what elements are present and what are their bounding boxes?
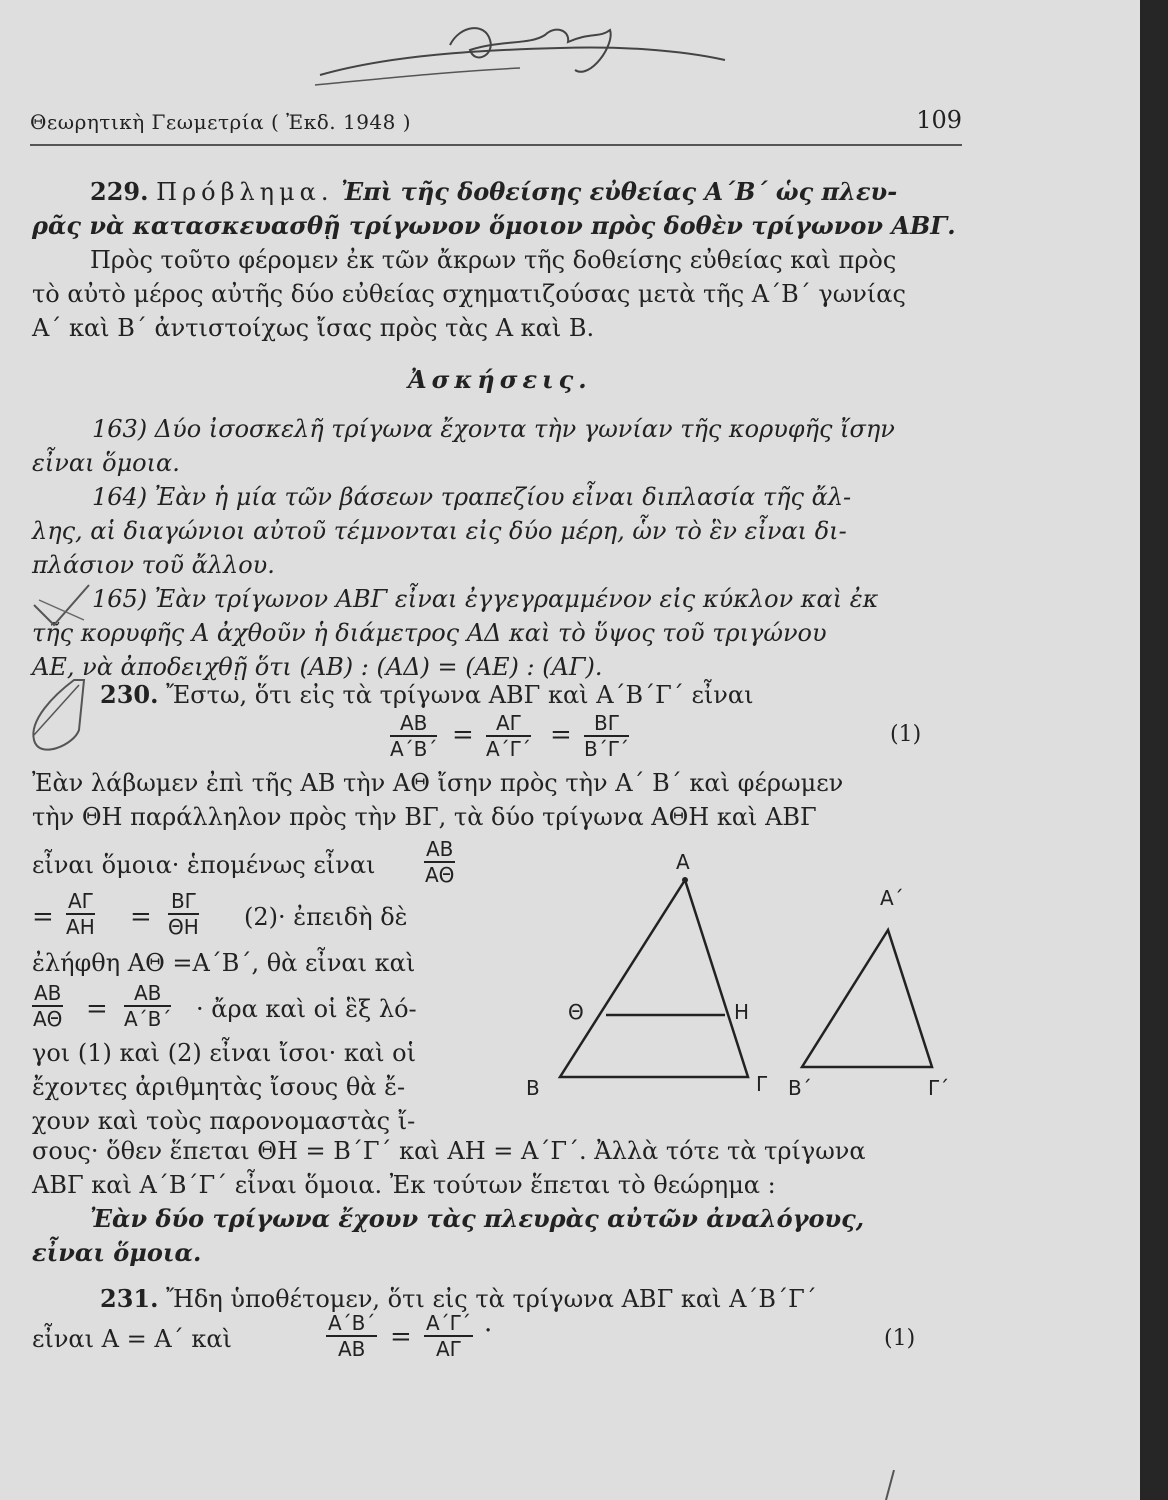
- exercise-165-line-3: ΑΕ, νὰ ἀποδειχθῇ ὅτι (ΑΒ) : (ΑΔ) = (ΑΕ) : (ΑΓ).: [32, 653, 603, 681]
- triangle-a1b1g1: [802, 930, 932, 1067]
- label-a-prime: Α΄: [880, 886, 904, 910]
- page-header: [30, 104, 962, 146]
- fraction-ag-a1g1: $\frac{A\Gamma}{A΄\Gamma΄}$: [486, 711, 531, 761]
- equals-sign: =: [32, 902, 54, 932]
- section-number: 231.: [100, 1284, 159, 1313]
- handwritten-signature: [300, 10, 740, 100]
- label-h: Η: [734, 1000, 750, 1024]
- problem-statement: Ἐπὶ τῆς δοθείσης εὐθείας Α΄Β΄ ὡς πλευ-: [341, 177, 898, 206]
- fraction-ag-ah: $\frac{A\Gamma}{AH}$: [66, 889, 95, 939]
- exercise-164-line-3: πλάσιον τοῦ ἄλλου.: [32, 551, 275, 579]
- section-number: 230.: [100, 680, 159, 709]
- problem-229-line-2: ρᾶς νὰ κατασκευασθῇ τρίγωνον ὅμοιον πρὸς δοθὲν τρίγωνον ΑΒΓ.: [32, 211, 956, 240]
- equation-label: (1): [890, 722, 922, 747]
- fraction-ab-ath: $\frac{AB}{A\Theta}$: [424, 837, 455, 887]
- fraction-ab-a1b1-2: $\frac{AB}{A΄B΄}$: [124, 981, 172, 1031]
- pencil-stroke-icon: [880, 1470, 900, 1500]
- section-230-line-10: σους· ὅθεν ἕπεται ΘΗ = Β΄Γ΄ καὶ ΑΗ = Α΄Γ΄. Ἀλλὰ τότε τὰ τρίγωνα: [32, 1137, 866, 1165]
- section-230-line-3: εἶναι ὅμοια· ἑπομένως εἶναι: [32, 851, 376, 879]
- label-b-prime: Β΄: [788, 1076, 812, 1100]
- section-230-line-4: (2)· ἐπειδὴ δὲ: [244, 903, 408, 931]
- exercise-164-line-2: λης, αἱ διαγώνιοι αὐτοῦ τέμνονται εἰς δύο μέρη, ὧν τὸ ἓν εἶναι δι-: [32, 517, 847, 545]
- equation-label: (1): [884, 1326, 916, 1351]
- section-230-intro-text: Ἔστω, ὅτι εἰς τὰ τρίγωνα ΑΒΓ καὶ Α΄Β΄Γ΄ εἶναι: [166, 681, 754, 709]
- problem-229-body-3: Α΄ καὶ Β΄ ἀντιστοίχως ἴσας πρὸς τὰς Α καὶ Β.: [32, 314, 595, 342]
- equals-sign: =: [390, 1322, 412, 1352]
- running-title: Θεωρητικὴ Γεωμετρία ( Ἐκδ. 1948 ): [30, 110, 412, 134]
- label-g-prime: Γ΄: [928, 1076, 950, 1100]
- section-231-line-2: εἶναι Α = Α΄ καὶ: [32, 1325, 232, 1353]
- section-230-intro: [100, 678, 754, 712]
- label-g: Γ: [756, 1072, 768, 1096]
- fraction-ab-a1b1: $\frac{AB}{A΄B΄}$: [390, 711, 438, 761]
- pencil-checkmark-icon: [14, 580, 104, 770]
- section-230-line-8: ἔχοντες ἀριθμητὰς ἴσους θὰ ἔ-: [32, 1073, 406, 1101]
- section-230-line-2: τὴν ΘΗ παράλληλον πρὸς τὴν ΒΓ, τὰ δύο τρίγωνα ΑΘΗ καὶ ΑΒΓ: [32, 803, 817, 831]
- section-number: 229.: [90, 177, 149, 206]
- section-230-line-6: · ἄρα καὶ οἱ ἓξ λό-: [196, 995, 417, 1023]
- exercise-164-line-1: 164) Ἐὰν ἡ μία τῶν βάσεων τραπεζίου εἶναι διπλασία τῆς ἄλ-: [92, 483, 852, 511]
- problem-229-line-1: [90, 175, 897, 209]
- section-230-line-7: γοι (1) καὶ (2) εἶναι ἴσοι· καὶ οἱ: [32, 1039, 417, 1067]
- exercise-163-line-1: 163) Δύο ἰσοσκελῆ τρίγωνα ἔχοντα τὴν γωνίαν τῆς κορυφῆς ἴσην: [92, 415, 895, 443]
- triangle-abg: [560, 877, 748, 1077]
- exercise-163-line-2: εἶναι ὅμοια.: [32, 449, 180, 477]
- section-230-line-1: Ἐὰν λάβωμεν ἐπὶ τῆς ΑΒ τὴν ΑΘ ἴσην πρὸς τὴν Α΄ Β΄ καὶ φέρωμεν: [32, 769, 844, 797]
- period-mark: ·: [484, 1316, 493, 1346]
- section-230-line-5: ἐλήφθη ΑΘ =Α΄Β΄, θὰ εἶναι καὶ: [32, 949, 416, 977]
- equals-sign: =: [86, 994, 108, 1024]
- fraction-a1b1-ab: $\frac{A΄B΄}{AB}$: [328, 1311, 376, 1361]
- equals-sign: =: [452, 720, 474, 750]
- similar-triangles-figure: [520, 845, 980, 1105]
- equals-sign: =: [550, 720, 572, 750]
- exercises-heading: Ἀσκήσεις.: [408, 365, 592, 394]
- problem-229-body-1: Πρὸς τοῦτο φέρομεν ἐκ τῶν ἄκρων τῆς δοθείσης εὐθείας καὶ πρὸς: [90, 246, 897, 274]
- label-th: Θ: [568, 1000, 584, 1024]
- section-231-intro-text: Ἤδη ὑποθέτομεν, ὅτι εἰς τὰ τρίγωνα ΑΒΓ καὶ Α΄Β΄Γ΄: [166, 1285, 817, 1313]
- page-number: 109: [916, 106, 962, 134]
- fraction-ab-ath-2: $\frac{AB}{A\Theta}$: [32, 981, 63, 1031]
- theorem-line-2: εἶναι ὅμοια.: [32, 1238, 202, 1267]
- label-a: Α: [676, 850, 690, 874]
- problem-label: Πρόβλημα.: [156, 178, 334, 206]
- section-230-line-11: ΑΒΓ καὶ Α΄Β΄Γ΄ εἶναι ὅμοια. Ἐκ τούτων ἕπεται τὸ θεώρημα :: [32, 1171, 776, 1199]
- fraction-a1g1-ag: $\frac{A΄\Gamma΄}{A\Gamma}$: [426, 1311, 471, 1361]
- section-230-line-9: χουν καὶ τοὺς παρονομαστὰς ἴ-: [32, 1107, 416, 1135]
- theorem-line-1: Ἐὰν δύο τρίγωνα ἔχουν τὰς πλευρὰς αὐτῶν ἀναλόγους,: [90, 1204, 865, 1233]
- book-binding-shadow: [1140, 0, 1168, 1500]
- label-b: Β: [526, 1076, 540, 1100]
- equals-sign: =: [130, 902, 152, 932]
- exercise-165-line-1: 165) Ἐὰν τρίγωνον ΑΒΓ εἶναι ἐγγεγραμμένον εἰς κύκλον καὶ ἐκ: [92, 585, 879, 613]
- problem-229-body-2: τὸ αὐτὸ μέρος αὐτῆς δύο εὐθείας σχηματιζούσας μετὰ τῆς Α΄Β΄ γωνίας: [32, 280, 906, 308]
- fraction-bg-thh: $\frac{B\Gamma}{\Theta H}$: [168, 889, 199, 939]
- exercise-165-line-2: τῆς κορυφῆς Α ἀχθοῦν ἡ διάμετρος ΑΔ καὶ τὸ ὕψος τοῦ τριγώνου: [32, 619, 827, 647]
- fraction-bg-b1g1: $\frac{B\Gamma}{B΄\Gamma΄}$: [584, 711, 629, 761]
